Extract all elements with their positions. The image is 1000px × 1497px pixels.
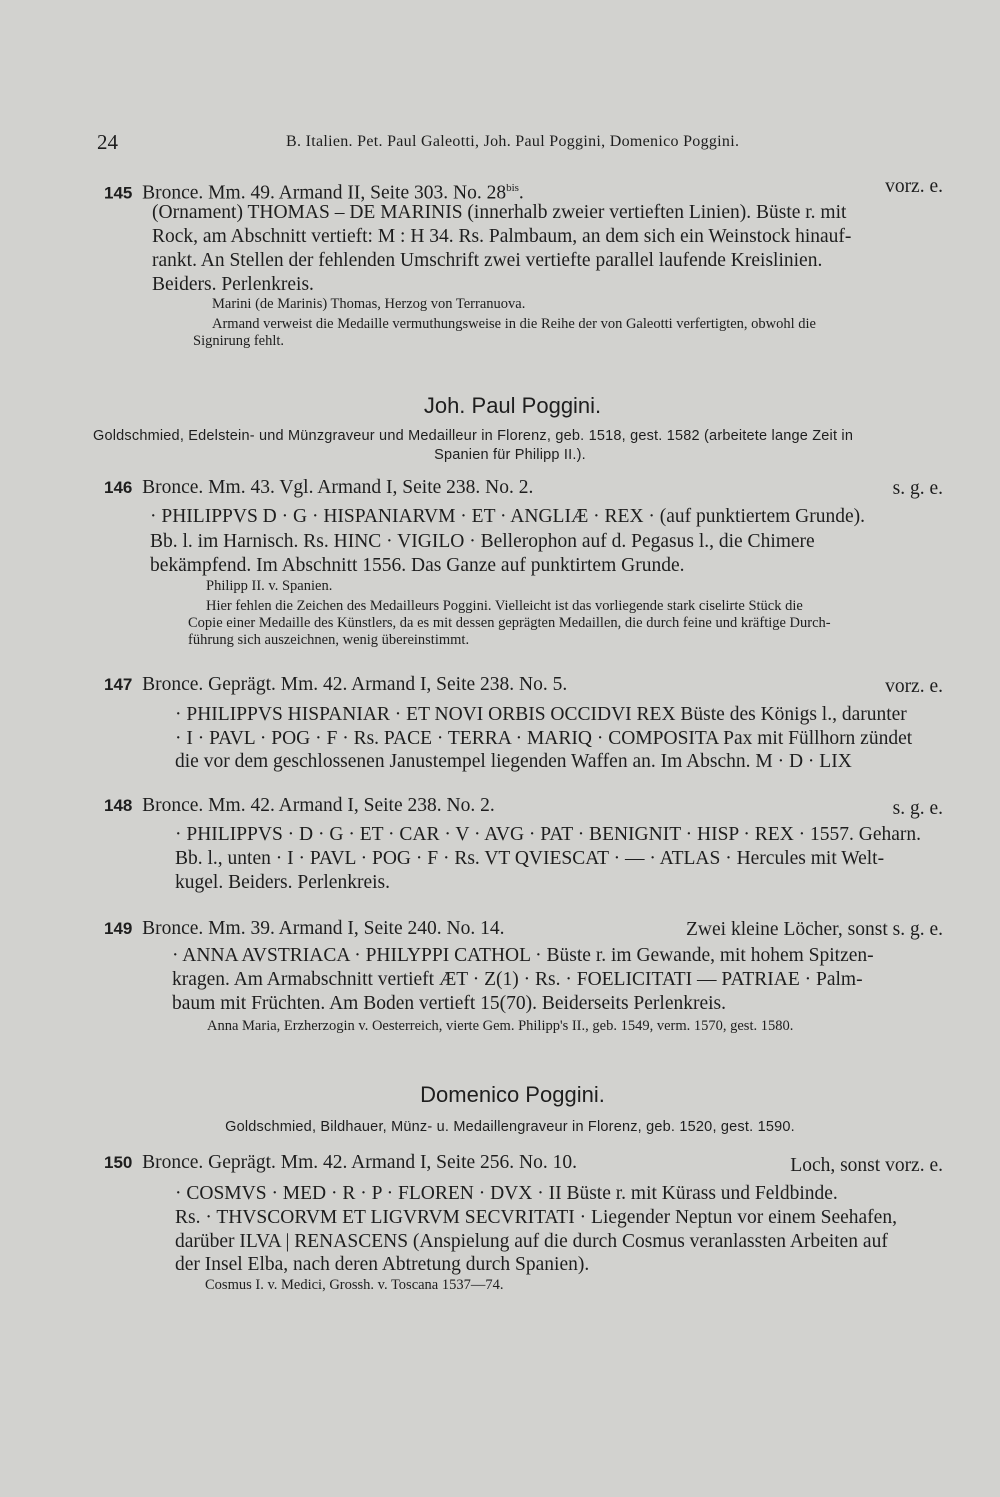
entry-condition: Zwei kleine Löcher, sonst s. g. e. bbox=[686, 919, 943, 940]
section-title: Joh. Paul Poggini. bbox=[423, 393, 602, 418]
running-head: B. Italien. Pet. Paul Galeotti, Joh. Paul Poggini, Domenico Poggini. bbox=[286, 133, 740, 150]
entry-heading-text: Bronce. Mm. 43. Vgl. Armand I, Seite 238. No. 2. bbox=[142, 477, 534, 498]
entry-heading-text: Bronce. Geprägt. Mm. 42. Armand I, Seite 256. No. 10. bbox=[142, 1152, 578, 1173]
entry-line: rankt. An Stellen der fehlenden Umschrift zwei vertiefte parallel laufende Kreislinien. bbox=[152, 250, 823, 271]
entry-number: 149 bbox=[104, 919, 133, 938]
entry-condition: s. g. e. bbox=[892, 478, 943, 499]
entry-line: der Insel Elba, nach deren Abtretung durch Spanien). bbox=[175, 1254, 590, 1275]
entry-line: kragen. Am Armabschnitt vertieft ÆT · Z(1) · Rs. · FOELICITATI — PATRIAE · Palm- bbox=[172, 969, 863, 990]
entry-heading-text: Bronce. Mm. 42. Armand I, Seite 238. No. 2. bbox=[142, 795, 495, 816]
entry-line: Beiders. Perlenkreis. bbox=[152, 274, 314, 295]
entry-line: darüber ILVA | RENASCENS (Anspielung auf die durch Cosmus veranlassten Arbeiten auf bbox=[175, 1231, 888, 1252]
entry-line: (Ornament) THOMAS – DE MARINIS (innerhalb zweier vertieften Linien). Büste r. mit bbox=[152, 202, 847, 223]
entry-note: Armand verweist die Medaille vermuthungsweise in die Reihe der von Galeotti verfertigten, obwohl die bbox=[212, 316, 816, 332]
entry-condition: s. g. e. bbox=[892, 798, 943, 819]
entry-line: · PHILIPPVS HISPANIAR · ET NOVI ORBIS OCCIDVI REX Büste des Königs l., darunter bbox=[175, 704, 907, 725]
entry-heading bbox=[104, 794, 495, 818]
entry-heading bbox=[104, 476, 533, 500]
entry-line: bekämpfend. Im Abschnitt 1556. Das Ganze auf punktirtem Grunde. bbox=[150, 555, 685, 576]
entry-number: 145 bbox=[104, 183, 133, 203]
entry-heading bbox=[104, 673, 567, 697]
entry-note: Philipp II. v. Spanien. bbox=[206, 578, 333, 594]
entry-line: · PHILIPPVS D · G · HISPANIARVM · ET · ANGLIÆ · REX · (auf punktiertem Grunde). bbox=[150, 506, 865, 527]
entry-note: Hier fehlen die Zeichen des Medailleurs Poggini. Vielleicht ist das vorliegende stark ciselirte Stück die bbox=[206, 598, 803, 614]
entry-heading bbox=[104, 1151, 577, 1175]
entry-number: 148 bbox=[104, 796, 133, 815]
entry-line: · COSMVS · MED · R · P · FLOREN · DVX · II Büste r. mit Kürass und Feldbinde. bbox=[175, 1183, 838, 1204]
entry-note: Marini (de Marinis) Thomas, Herzog von Terranuova. bbox=[212, 296, 526, 312]
entry-heading-text: Bronce. Mm. 39. Armand I, Seite 240. No. 14. bbox=[142, 918, 505, 939]
page-number: 24 bbox=[97, 130, 118, 154]
entry-note: Anna Maria, Erzherzogin v. Oesterreich, vierte Gem. Philipp's II., geb. 1549, verm. 1570, gest. 1580. bbox=[207, 1018, 794, 1034]
entry-condition: Loch, sonst vorz. e. bbox=[790, 1155, 943, 1176]
entry-line: · ANNA AVSTRIACA · PHILYPPI CATHOL · Büste r. im Gewande, mit hohem Spitzen- bbox=[172, 945, 874, 966]
section-subtitle: Goldschmied, Edelstein- und Münzgraveur und Medailleur in Florenz, geb. 1518, gest. 1582 (arbeitete lange Zeit in bbox=[93, 428, 854, 444]
entry-line: kugel. Beiders. Perlenkreis. bbox=[175, 872, 390, 893]
entry-heading-end: . bbox=[518, 182, 524, 204]
entry-note: Copie einer Medaille des Künstlers, da es mit dessen geprägten Medaillen, die durch feine und kräftige Durch- bbox=[188, 615, 831, 631]
entry-line: · PHILIPPVS · D · G · ET · CAR · V · AVG · PAT · BENIGNIT · HISP · REX · 1557. Geharn. bbox=[175, 824, 922, 845]
entry-line: die vor dem geschlossenen Janustempel liegenden Waffen an. Im Abschn. M · D · LIX bbox=[175, 751, 852, 772]
entry-condition: vorz. e. bbox=[885, 676, 943, 697]
section-subtitle: Spanien für Philipp II.). bbox=[434, 447, 586, 463]
entry-heading bbox=[104, 917, 504, 941]
entry-note: Signirung fehlt. bbox=[193, 333, 285, 349]
entry-line: Bb. l. im Harnisch. Rs. HINC · VIGILO · Bellerophon auf d. Pegasus l., die Chimere bbox=[150, 531, 815, 552]
entry-heading-text: Bronce. Mm. 49. Armand II, Seite 303. No. 28 bbox=[142, 182, 507, 204]
entry-line: Rs. · THVSCORVM ET LIGVRVM SECVRITATI · Liegender Neptun vor einem Seehafen, bbox=[175, 1207, 897, 1228]
entry-note: Cosmus I. v. Medici, Grossh. v. Toscana 1537—74. bbox=[205, 1277, 504, 1293]
entry-heading-text: Bronce. Geprägt. Mm. 42. Armand I, Seite 238. No. 5. bbox=[142, 674, 568, 695]
entry-number: 146 bbox=[104, 478, 133, 497]
section-subtitle: Goldschmied, Bildhauer, Münz- u. Medaillengraveur in Florenz, geb. 1520, gest. 1590. bbox=[225, 1119, 795, 1135]
entry-heading-sup: bis bbox=[506, 182, 519, 194]
entry-note: führung sich auszeichnen, wenig übereinstimmt. bbox=[188, 632, 470, 648]
entry-number: 150 bbox=[104, 1153, 133, 1172]
entry-condition: vorz. e. bbox=[885, 176, 943, 197]
entry-line: Bb. l., unten · I · PAVL · POG · F · Rs. VT QVIESCAT · — · ATLAS · Hercules mit Welt- bbox=[175, 848, 885, 869]
section-title: Domenico Poggini. bbox=[420, 1082, 605, 1107]
entry-line: · I · PAVL · POG · F · Rs. PACE · TERRA · MARIQ · COMPOSITA Pax mit Füllhorn zündet bbox=[175, 728, 913, 749]
entry-number: 147 bbox=[104, 675, 133, 694]
entry-line: baum mit Früchten. Am Boden vertieft 15(70). Beiderseits Perlenkreis. bbox=[172, 993, 727, 1014]
entry-line: Rock, am Abschnitt vertieft: M : H 34. Rs. Palmbaum, an dem sich ein Weinstock hinauf- bbox=[152, 226, 852, 247]
